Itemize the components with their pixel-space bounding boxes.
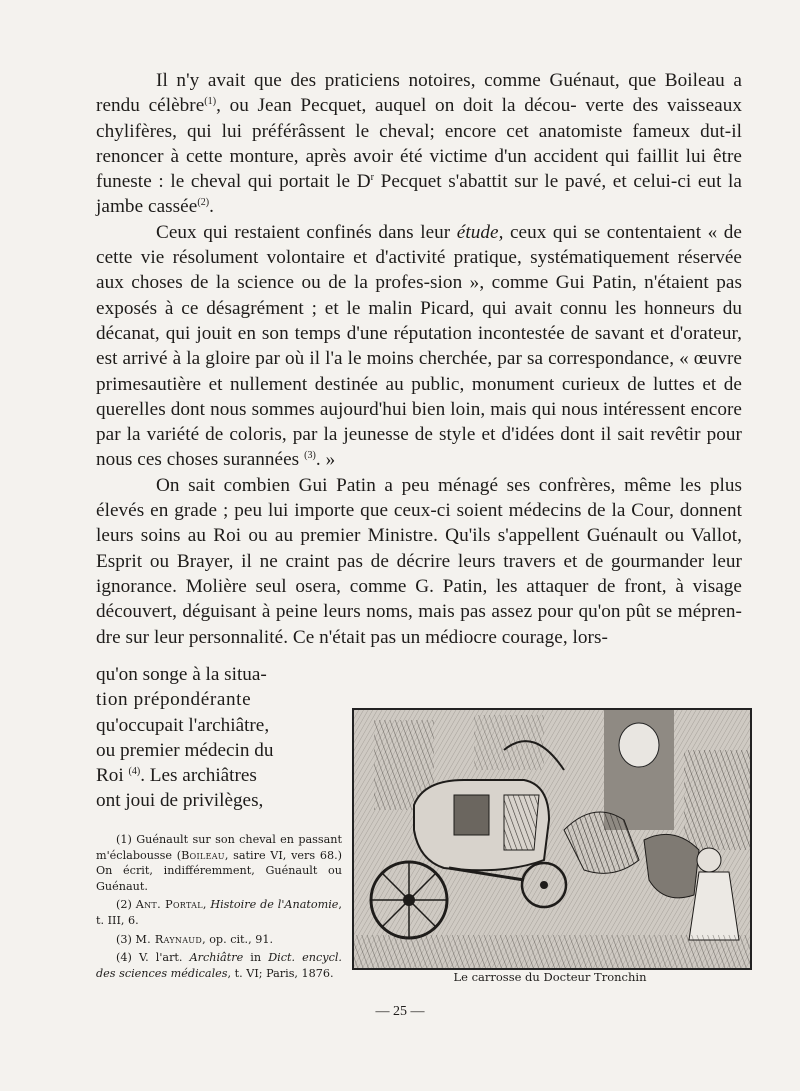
footnotes xyxy=(96,832,342,984)
footnote-4: (4) V. l'art. Archiâtre in Dict. encycl. des sciences médicales, t. VI; Paris, 1876. xyxy=(96,951,342,980)
carriage-engraving xyxy=(352,708,752,970)
paragraph-3: On sait combien Gui Patin a peu ménagé ses confrères, même les plus élevés en grade ; peu lui importe que ceux-ci soient médecins de la Cour, donnent leurs soins au Roi ou au premier Ministre. Qu'ils s'appellent Guénault ou Vallot, Esprit ou Brayer, il ne craint pas de décrire leurs travers et de gourmander leur ignorance. Molière seul osera, comme G. Patin, les attaquer de front, à visage découvert, déguisant à peine leurs noms, mais pas assez pour qu'on pût se mépren-dre sur leur personnalité. Ce n'était pas un médiocre courage, lors- xyxy=(96,474,742,648)
paragraph-2: Ceux qui restaient confinés dans leur étude, ceux qui se contentaient « de cette vie résolument volontaire et d'activité pratique, systématiquement réservée aux choses de la science ou de la profes-sion », comme Gui Patin, n'étaient pas exposés à ce désagrément ; et le malin Picard, qui avait connu les honneurs du décanat, qui jouit en son temps d'une réputation incontestée de savant et d'orateur, est arrivé à la gloire par où il l'a le moins cherchée, par sa correspondance, « œuvre primesautière et nullement destinée au public, monument curieux de luttes et de querelles dont nous sommes aujourd'hui bien loin, mais qui nous intéressent encore par la variété de coloris, par la jeunesse de style et d'idées dont il sait revêtir pour nous ces choses surannées $^{(3)}$. » xyxy=(96,221,742,471)
wrapped-text: qu'on songe à la situa- tion prépondérante qu'occupait l'archiâtre, ou premier médecin du Roi $^{(4)}$. Les archiâtres ont joui de privilèges, xyxy=(96,664,274,812)
footnote-1: (1) Guénault sur son cheval en passant m'éclabousse (Boileau, satire VI, vers 68.) On écrit, indifféremment, Guénault ou Guénaut. xyxy=(96,833,342,893)
engraving-illustration xyxy=(354,710,750,968)
footnote-3: (3) M. Raynaud, op. cit., 91. xyxy=(116,932,273,946)
figure-caption: Le carrosse du Docteur Tronchin xyxy=(453,970,647,984)
paragraph-1: Il n'y avait que des praticiens notoires, comme Guénaut, que Boileau a rendu célèbre$^{(1)}$, ou Jean Pecquet, auquel on doit la décou- verte des vaisseaux chylifères, qui lui préférâssent le cheval; encore cet anatomiste fameux dut-il renoncer à cette monture, après avoir été victime d'un accident qui faillit lui être funeste : le cheval qui portait le $D^r$ Pecquet s'abattit sur le pavé, et celui-ci eut la jambe cassée$^{(2)}$. xyxy=(96,70,743,218)
main-text xyxy=(96,68,742,650)
page-number: — 25 — xyxy=(375,1004,425,1019)
footnote-2: (2) Ant. Portal, Histoire de l'Anatomie, t. III, 6. xyxy=(96,898,342,927)
